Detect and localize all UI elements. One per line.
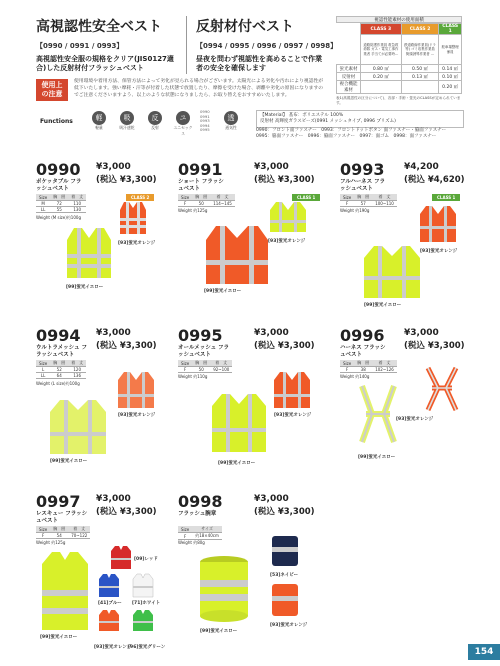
row-label: 複合機能素材	[337, 81, 361, 94]
cell: 54	[50, 533, 68, 539]
cell: 120	[68, 367, 86, 373]
color-caption: [93]蛍光オレンジ	[268, 239, 306, 244]
cell: 胸 囲	[354, 360, 372, 367]
product-weight: Weight 約190g	[340, 208, 370, 213]
cell: 136	[68, 373, 86, 379]
rescue-vest-blue-image	[98, 572, 120, 598]
material-line: 0995：脇面ファスナー 0996：脇面ファスナー 0997：面ゴム 0998：面ファスナー	[256, 134, 437, 139]
reflective-icon: 反	[148, 111, 162, 125]
product-name: レスキュー フラッシュベスト	[36, 511, 88, 524]
product-price-tax: (税込 ¥3,300)	[96, 341, 157, 351]
product-name: ショート フラッシュベスト	[178, 179, 224, 192]
function-label: 吸汗速乾	[119, 125, 135, 130]
cell: F	[36, 533, 50, 539]
material-line: 0990：フロント面ファスナー 0993：フロントドットボタン 面ファスナー・脇面ファスナー	[256, 128, 447, 133]
product-price-tax: (税込 ¥4,620)	[404, 175, 465, 185]
product-price: ¥3,000	[404, 328, 439, 338]
class-2-header: CLASS 2	[401, 24, 439, 35]
color-caption: [99]蛍光イエロー	[50, 459, 88, 464]
function-label: 通気性	[225, 125, 237, 130]
color-caption: [09]レッド	[134, 557, 158, 562]
functions-icons	[88, 111, 194, 137]
color-caption: [53]ネイビー	[270, 573, 299, 578]
function-label: 反射	[151, 125, 159, 130]
cell: Size	[36, 526, 50, 533]
product-name: オールメッシュ フラッシュベスト	[178, 345, 230, 358]
rescue-vest-yellow-image	[38, 550, 92, 632]
product-price: ¥3,000	[254, 494, 289, 504]
allmesh-vest-orange-image	[272, 370, 312, 410]
cell: 38	[354, 367, 372, 373]
cell: 50	[192, 201, 210, 207]
rescue-vest-white-image	[132, 572, 154, 598]
vest-yellow-image	[64, 226, 114, 280]
spec-footer: 表1(高視認性の区分について)、各部・手術・蛍光のCLASSが定められています。	[336, 96, 461, 105]
product-number: 0995	[178, 326, 223, 345]
code: 0993	[200, 118, 210, 124]
cell: L	[36, 367, 50, 373]
cell: F	[178, 533, 192, 540]
size-table	[36, 194, 86, 213]
cell: 胸 囲	[50, 526, 68, 533]
class-badge: CLASS 1	[292, 194, 320, 201]
harness-vest-orange-image	[418, 204, 458, 244]
usage-note: 使用環境や着用方法、保管方法によって劣化が見られる場合がございます。太陽光による劣化や汚れにより視認性が低下いたします。強い摩耗・汗等が付着した状態で放置したり、摩擦を受けた場合、剥離や劣化の原因になりますのでご注意くださいますよう、以上のような状態になりましたら、お取り替えをおすすめいたします。	[74, 79, 324, 98]
closure-info	[256, 128, 464, 140]
usage-tag: 使用上の注意	[36, 79, 68, 101]
cell: 110	[68, 201, 86, 207]
material-box	[256, 110, 464, 128]
spec-table	[336, 16, 462, 106]
lightweight-icon: 軽	[92, 111, 106, 125]
cell: 0.20 ㎡	[439, 81, 462, 94]
row-label: 反射材	[337, 73, 361, 81]
function-label: ユニセックス	[173, 125, 193, 136]
cell: 胸 囲	[50, 194, 68, 201]
cell: 胸 囲	[192, 194, 210, 201]
cell: 114~145	[210, 201, 235, 207]
cell: 約18×40cm	[192, 533, 222, 540]
cell: 92~100	[210, 367, 232, 373]
size-table	[36, 360, 86, 379]
cell: 50	[192, 367, 210, 373]
cell: 着 丈	[68, 526, 90, 533]
cell: 72	[50, 201, 68, 207]
product-name: ハーネス フラッシュベスト	[340, 345, 386, 358]
product-price: ¥3,000	[96, 328, 131, 338]
left-desc: 高視認性安全服の規格をクリア(JIS0127適合)した反射材付フラッシュベスト	[36, 55, 174, 72]
rescue-vest-green-image	[132, 608, 154, 632]
function-item	[144, 111, 166, 137]
header-divider	[186, 16, 187, 74]
breathable-icon: 透	[224, 111, 238, 125]
product-price-tax: (税込 ¥3,300)	[254, 341, 315, 351]
class-2-desc: 鉄道路線作業員(ドラ等) ゴミ収集作業員 街頭誘導作業者 …	[401, 35, 439, 65]
product-0996	[340, 326, 468, 486]
color-caption: [96]蛍光グリーン	[128, 645, 166, 650]
row-label: 蛍光素材	[337, 65, 361, 73]
cell: Size	[178, 526, 192, 533]
cell: LL	[36, 373, 50, 379]
cell: F	[340, 201, 354, 207]
code: 0990	[200, 109, 210, 114]
cell: Size	[36, 194, 50, 201]
cell: 100~110	[372, 201, 397, 207]
cell: サイズ	[192, 526, 222, 533]
cell: 胸 囲	[354, 194, 372, 201]
product-price: ¥3,000	[254, 328, 289, 338]
left-title: 高視認性安全ベスト	[36, 19, 162, 35]
color-caption: [99]蛍光イエロー	[218, 461, 256, 466]
code: 0991	[200, 113, 210, 119]
product-number: 0991	[178, 160, 223, 179]
cell: 55	[50, 207, 68, 213]
product-weight: Weight (L size)約100g	[36, 381, 80, 386]
cell: 52	[50, 367, 68, 373]
cell: Size	[340, 360, 354, 367]
product-price: ¥3,000	[254, 162, 289, 172]
cell: 着 丈	[210, 360, 232, 367]
color-caption: [71]ホワイト	[132, 601, 161, 606]
size-table	[178, 360, 232, 373]
product-0991	[178, 160, 328, 320]
function-item	[172, 111, 194, 137]
product-price-tax: (税込 ¥3,300)	[404, 341, 465, 351]
page-number: 154	[468, 644, 500, 660]
functions-label: Functions	[40, 118, 73, 125]
cell: 102~126	[372, 367, 397, 373]
armband-yellow-image	[198, 554, 250, 624]
product-weight: Weight 約125g	[36, 540, 66, 545]
color-caption: [93]蛍光オレンジ	[270, 623, 308, 628]
product-number: 0998	[178, 492, 223, 511]
right-desc: 昼夜を問わず視認性を高めることで作業者の安全を確保します	[196, 55, 322, 72]
vest-orange-image	[118, 200, 148, 236]
product-weight: Weight 約110g	[178, 374, 208, 379]
product-number: 0993	[340, 160, 385, 179]
product-price: ¥3,000	[96, 162, 131, 172]
vest-yellow-short-image	[268, 200, 308, 234]
cell: Size	[36, 360, 50, 367]
color-caption: [99]蛍光イエロー	[204, 289, 242, 294]
product-name: ポケッタブル フラッシュベスト	[36, 179, 82, 192]
product-price-tax: (税込 ¥3,300)	[254, 507, 315, 517]
spec-table-title: 視認性能素材の使用面積	[336, 16, 462, 23]
cell: F	[178, 367, 192, 373]
color-caption: [93]蛍光オレンジ	[396, 417, 434, 422]
cell: F	[178, 201, 192, 207]
armband-orange-image	[270, 582, 300, 618]
harness-straps-yellow-image	[352, 384, 404, 444]
class-badge: CLASS 1	[432, 194, 460, 201]
right-title: 反射材付ベスト	[196, 19, 294, 35]
vest-orange-short-image	[202, 224, 272, 286]
product-0990	[36, 160, 172, 320]
function-item	[88, 111, 110, 137]
cell: 64	[50, 373, 68, 379]
cell: 130	[68, 207, 86, 213]
cell: 57	[354, 201, 372, 207]
color-caption: [93]蛍光オレンジ	[118, 413, 156, 418]
rescue-vest-red-image	[110, 544, 132, 570]
size-table	[178, 526, 222, 540]
cell: 着 丈	[68, 194, 86, 201]
cell: 着 丈	[372, 360, 397, 367]
size-table	[36, 526, 90, 539]
cell	[361, 81, 402, 94]
color-caption: [99]蛍光イエロー	[40, 635, 78, 640]
product-price-tax: (税込 ¥3,300)	[254, 175, 315, 185]
product-number: 0994	[36, 326, 81, 345]
right-codes: 【0994 / 0995 / 0996 / 0997 / 0998】	[196, 42, 338, 50]
product-price-tax: (税込 ¥3,300)	[96, 507, 157, 517]
harness-straps-orange-image	[422, 366, 462, 412]
product-number: 0990	[36, 160, 81, 179]
product-price: ¥3,000	[96, 494, 131, 504]
cell: LL	[36, 207, 50, 213]
color-caption: [99]蛍光イエロー	[66, 285, 104, 290]
function-label: 軽量	[95, 125, 103, 130]
class-3-header: CLASS 3	[361, 24, 402, 35]
cell: 0.13 ㎡	[401, 73, 439, 81]
color-caption: [99]蛍光イエロー	[358, 455, 396, 460]
cell: Size	[178, 194, 192, 201]
size-table	[178, 194, 235, 207]
armband-navy-image	[270, 534, 300, 568]
product-number: 0996	[340, 326, 385, 345]
product-number: 0997	[36, 492, 81, 511]
function-item	[220, 111, 242, 131]
function-codes	[200, 110, 210, 133]
code: 0994	[200, 122, 210, 128]
class-1-desc: 駐車場整理係員	[439, 35, 462, 65]
color-caption: [93]蛍光オレンジ	[420, 249, 458, 254]
mesh-vest-yellow-image	[48, 398, 108, 456]
product-name: フルハーネス フラッシュベスト	[340, 179, 386, 192]
unisex-icon: ユ	[176, 111, 190, 125]
color-caption: [41]ブルー	[98, 601, 122, 606]
code: 0995	[200, 127, 210, 133]
material-line: 【Material】 基布：ポリエステル 100%	[260, 113, 344, 118]
cell: Size	[340, 194, 354, 201]
quick-dry-icon: 吸	[120, 111, 134, 125]
rescue-vest-orange-image	[98, 608, 120, 632]
color-caption: [99]蛍光イエロー	[200, 629, 238, 634]
cell: 着 丈	[68, 360, 86, 367]
cell: 0.50 ㎡	[401, 65, 439, 73]
product-weight: Weight (M size)約100g	[36, 215, 81, 220]
mesh-vest-orange-image	[116, 370, 156, 410]
cell: 着 丈	[210, 194, 235, 201]
allmesh-vest-yellow-image	[210, 392, 268, 454]
color-caption: [93]蛍光オレンジ	[274, 413, 312, 418]
color-caption: [93]蛍光オレンジ	[94, 645, 132, 650]
product-0993	[340, 160, 468, 320]
product-0998	[178, 492, 328, 662]
cell: 0.14 ㎡	[439, 65, 462, 73]
cell: 胸 囲	[50, 360, 68, 367]
product-price: ¥4,200	[404, 162, 439, 172]
cell: 着 丈	[372, 194, 397, 201]
cell	[401, 81, 439, 94]
product-0994	[36, 326, 172, 486]
harness-vest-yellow-image	[362, 244, 422, 300]
cell: 70~122	[68, 533, 90, 539]
class-1-header: CLASS 1	[439, 24, 462, 35]
size-table	[340, 194, 397, 207]
cell: 0.10 ㎡	[439, 73, 462, 81]
cell: 胸 囲	[192, 360, 210, 367]
cell: M	[36, 201, 50, 207]
class-badge: CLASS 2	[126, 194, 154, 201]
cell: Size	[178, 360, 192, 367]
product-name: ウルトラメッシュ フラッシュベスト	[36, 345, 87, 358]
left-codes: 【0990 / 0991 / 0993】	[36, 42, 124, 50]
product-name: フラッシュ腕章	[178, 511, 217, 517]
class-3-desc: 道路防護作業員 救急救命隊 ガス・電気工事作業者 手当てが必要時…	[361, 35, 402, 65]
color-caption: [99]蛍光イエロー	[364, 303, 402, 308]
cell: 0.80 ㎡	[361, 65, 402, 73]
product-weight: Weight 約140g	[340, 374, 370, 379]
product-0995	[178, 326, 328, 486]
product-weight: Weight 約80g	[178, 540, 205, 545]
color-caption: [93]蛍光オレンジ	[118, 241, 156, 246]
cell: 0.20 ㎡	[361, 73, 402, 81]
function-item	[116, 111, 138, 137]
size-table	[340, 360, 397, 373]
material-line: 反射材 高輝度ガラスビーズ(0991 メッシュタイプ, 0996 プリズム)	[260, 119, 396, 124]
product-weight: Weight 約125g	[178, 208, 208, 213]
cell: F	[340, 367, 354, 373]
product-0997	[36, 492, 172, 662]
product-price-tax: (税込 ¥3,300)	[96, 175, 157, 185]
